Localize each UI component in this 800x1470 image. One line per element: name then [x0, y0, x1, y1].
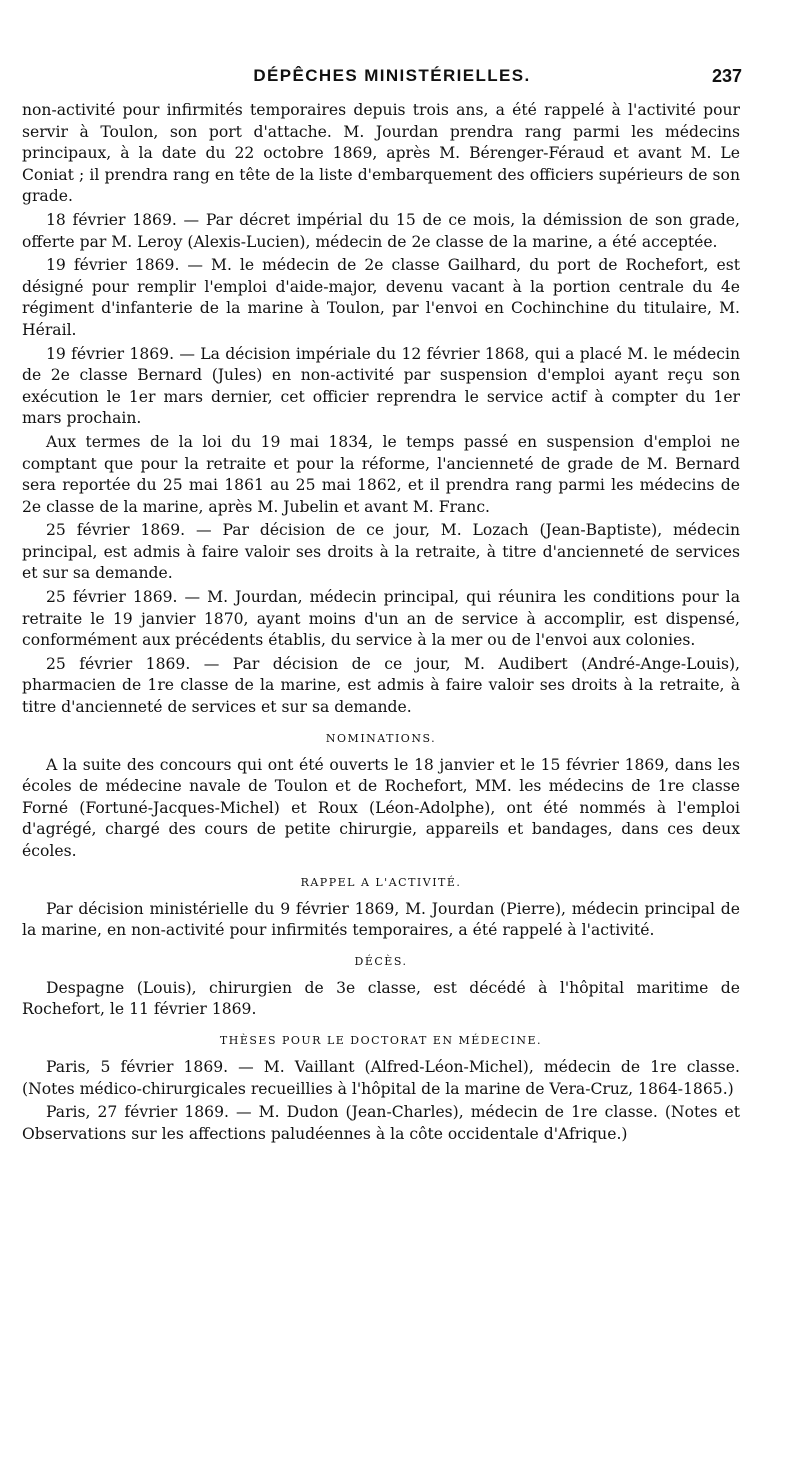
section-heading-deces: DÉCÈS.: [354, 954, 408, 968]
section-heading-theses: THÈSES POUR LE DOCTORAT EN MÉDECINE.: [219, 1033, 543, 1047]
rappel-entry: Par décision ministérielle du 9 février 1869, M. Jourdan (Pierre), médecin principal de la marine, en non-activité pour infirmités temporaires, a été rappelé à l'activité.: [22, 899, 740, 940]
deces-entry: Despagne (Louis), chirurgien de 3e classe, est décédé à l'hôpital maritime de Rochefort, le 11 février 1869.: [22, 978, 740, 1019]
nominations-entry: A la suite des concours qui ont été ouverts le 18 janvier et le 15 février 1869, dans les écoles de médecine navale de Toulon et de Rochefort, MM. les médecins de 1re classe Forné (Fortuné-Jacques-Michel) et Roux (Léon-Adolphe), ont été nommés à l'emploi d'agrégé, chargé des cours de petite chirurgie, appareils et bandages, dans ces deux écoles.: [22, 755, 740, 860]
dispatch-entry: 19 février 1869. — La décision impériale du 12 février 1868, qui a placé M. le médecin de 2e classe Bernard (Jules) en non-activité par suspension d'emploi ayant reçu son exécution le 1er mars dernier, cet officier reprendra le service actif à compter du 1er mars prochain.: [22, 344, 740, 428]
paragraph-continuation: non-activité pour infirmités temporaires depuis trois ans, a été rappelé à l'activité pour servir à Toulon, son port d'attache. M. Jourdan prendra rang parmi les médecins principaux, à la date du 22 octobre 1869, après M. Bérenger-Féraud et avant M. Le Coniat ; il prendra rang en tête de la liste d'embarquement des officiers supérieurs de son grade.: [22, 101, 740, 206]
section-heading-rappel: RAPPEL A L'ACTIVITÉ.: [300, 875, 462, 889]
dispatch-entry: 25 février 1869. — Par décision de ce jour, M. Lozach (Jean-Baptiste), médecin principal, est admis à faire valoir ses droits à la retraite, à titre d'ancienneté de services et sur sa demande.: [22, 521, 740, 583]
dispatch-entry: 18 février 1869. — Par décret impérial du 15 de ce mois, la démission de son grade, offerte par M. Leroy (Alexis-Lucien), médecin de 2e classe de la marine, a été acceptée.: [22, 210, 740, 251]
these-entry: Paris, 5 février 1869. — M. Vaillant (Alfred-Léon-Michel), médecin de 1re classe. (Notes médico-chirurgicales recueillies à l'hôpital de la marine de Vera-Cruz, 1864-1865.): [22, 1057, 740, 1098]
these-entry: Paris, 27 février 1869. — M. Dudon (Jean-Charles), médecin de 1re classe. (Notes et Observations sur les affections paludéennes à la côte occidentale d'Afrique.): [22, 1103, 740, 1143]
dispatch-entry: Aux termes de la loi du 19 mai 1834, le temps passé en suspension d'emploi ne comptant que pour la retraite et pour la réforme, l'ancienneté de grade de M. Bernard sera reportée du 25 mai 1861 au 25 mai 1862, et il prendra rang parmi les médecins de 2e classe de la marine, après M. Jubelin et avant M. Franc.: [22, 432, 740, 516]
page-number: 237: [711, 66, 742, 86]
running-head: [42, 66, 742, 92]
main-text: [22, 100, 740, 1147]
section-heading-nominations: NOMINATIONS.: [325, 731, 437, 745]
running-title: DÉPÊCHES MINISTÉRIELLES.: [253, 66, 531, 85]
dispatch-entry: 25 février 1869. — M. Jourdan, médecin principal, qui réunira les conditions pour la retraite le 19 janvier 1870, ayant moins d'un an de service à accomplir, est dispensé, conformément aux précédents établis, du service à la mer ou de l'envoi aux colonies.: [22, 588, 740, 650]
dispatch-entry: 19 février 1869. — M. le médecin de 2e classe Gailhard, du port de Rochefort, est désigné pour remplir l'emploi d'aide-major, devenu vacant à la portion centrale du 4e régiment d'infanterie de la marine à Toulon, par l'envoi en Cochinchine du titulaire, M. Hérail.: [22, 256, 740, 339]
dispatch-entry: 25 février 1869. — Par décision de ce jour, M. Audibert (André-Ange-Louis), pharmacien de 1re classe de la marine, est admis à faire valoir ses droits à la retraite, à titre d'ancienneté de services et sur sa demande.: [22, 654, 740, 717]
